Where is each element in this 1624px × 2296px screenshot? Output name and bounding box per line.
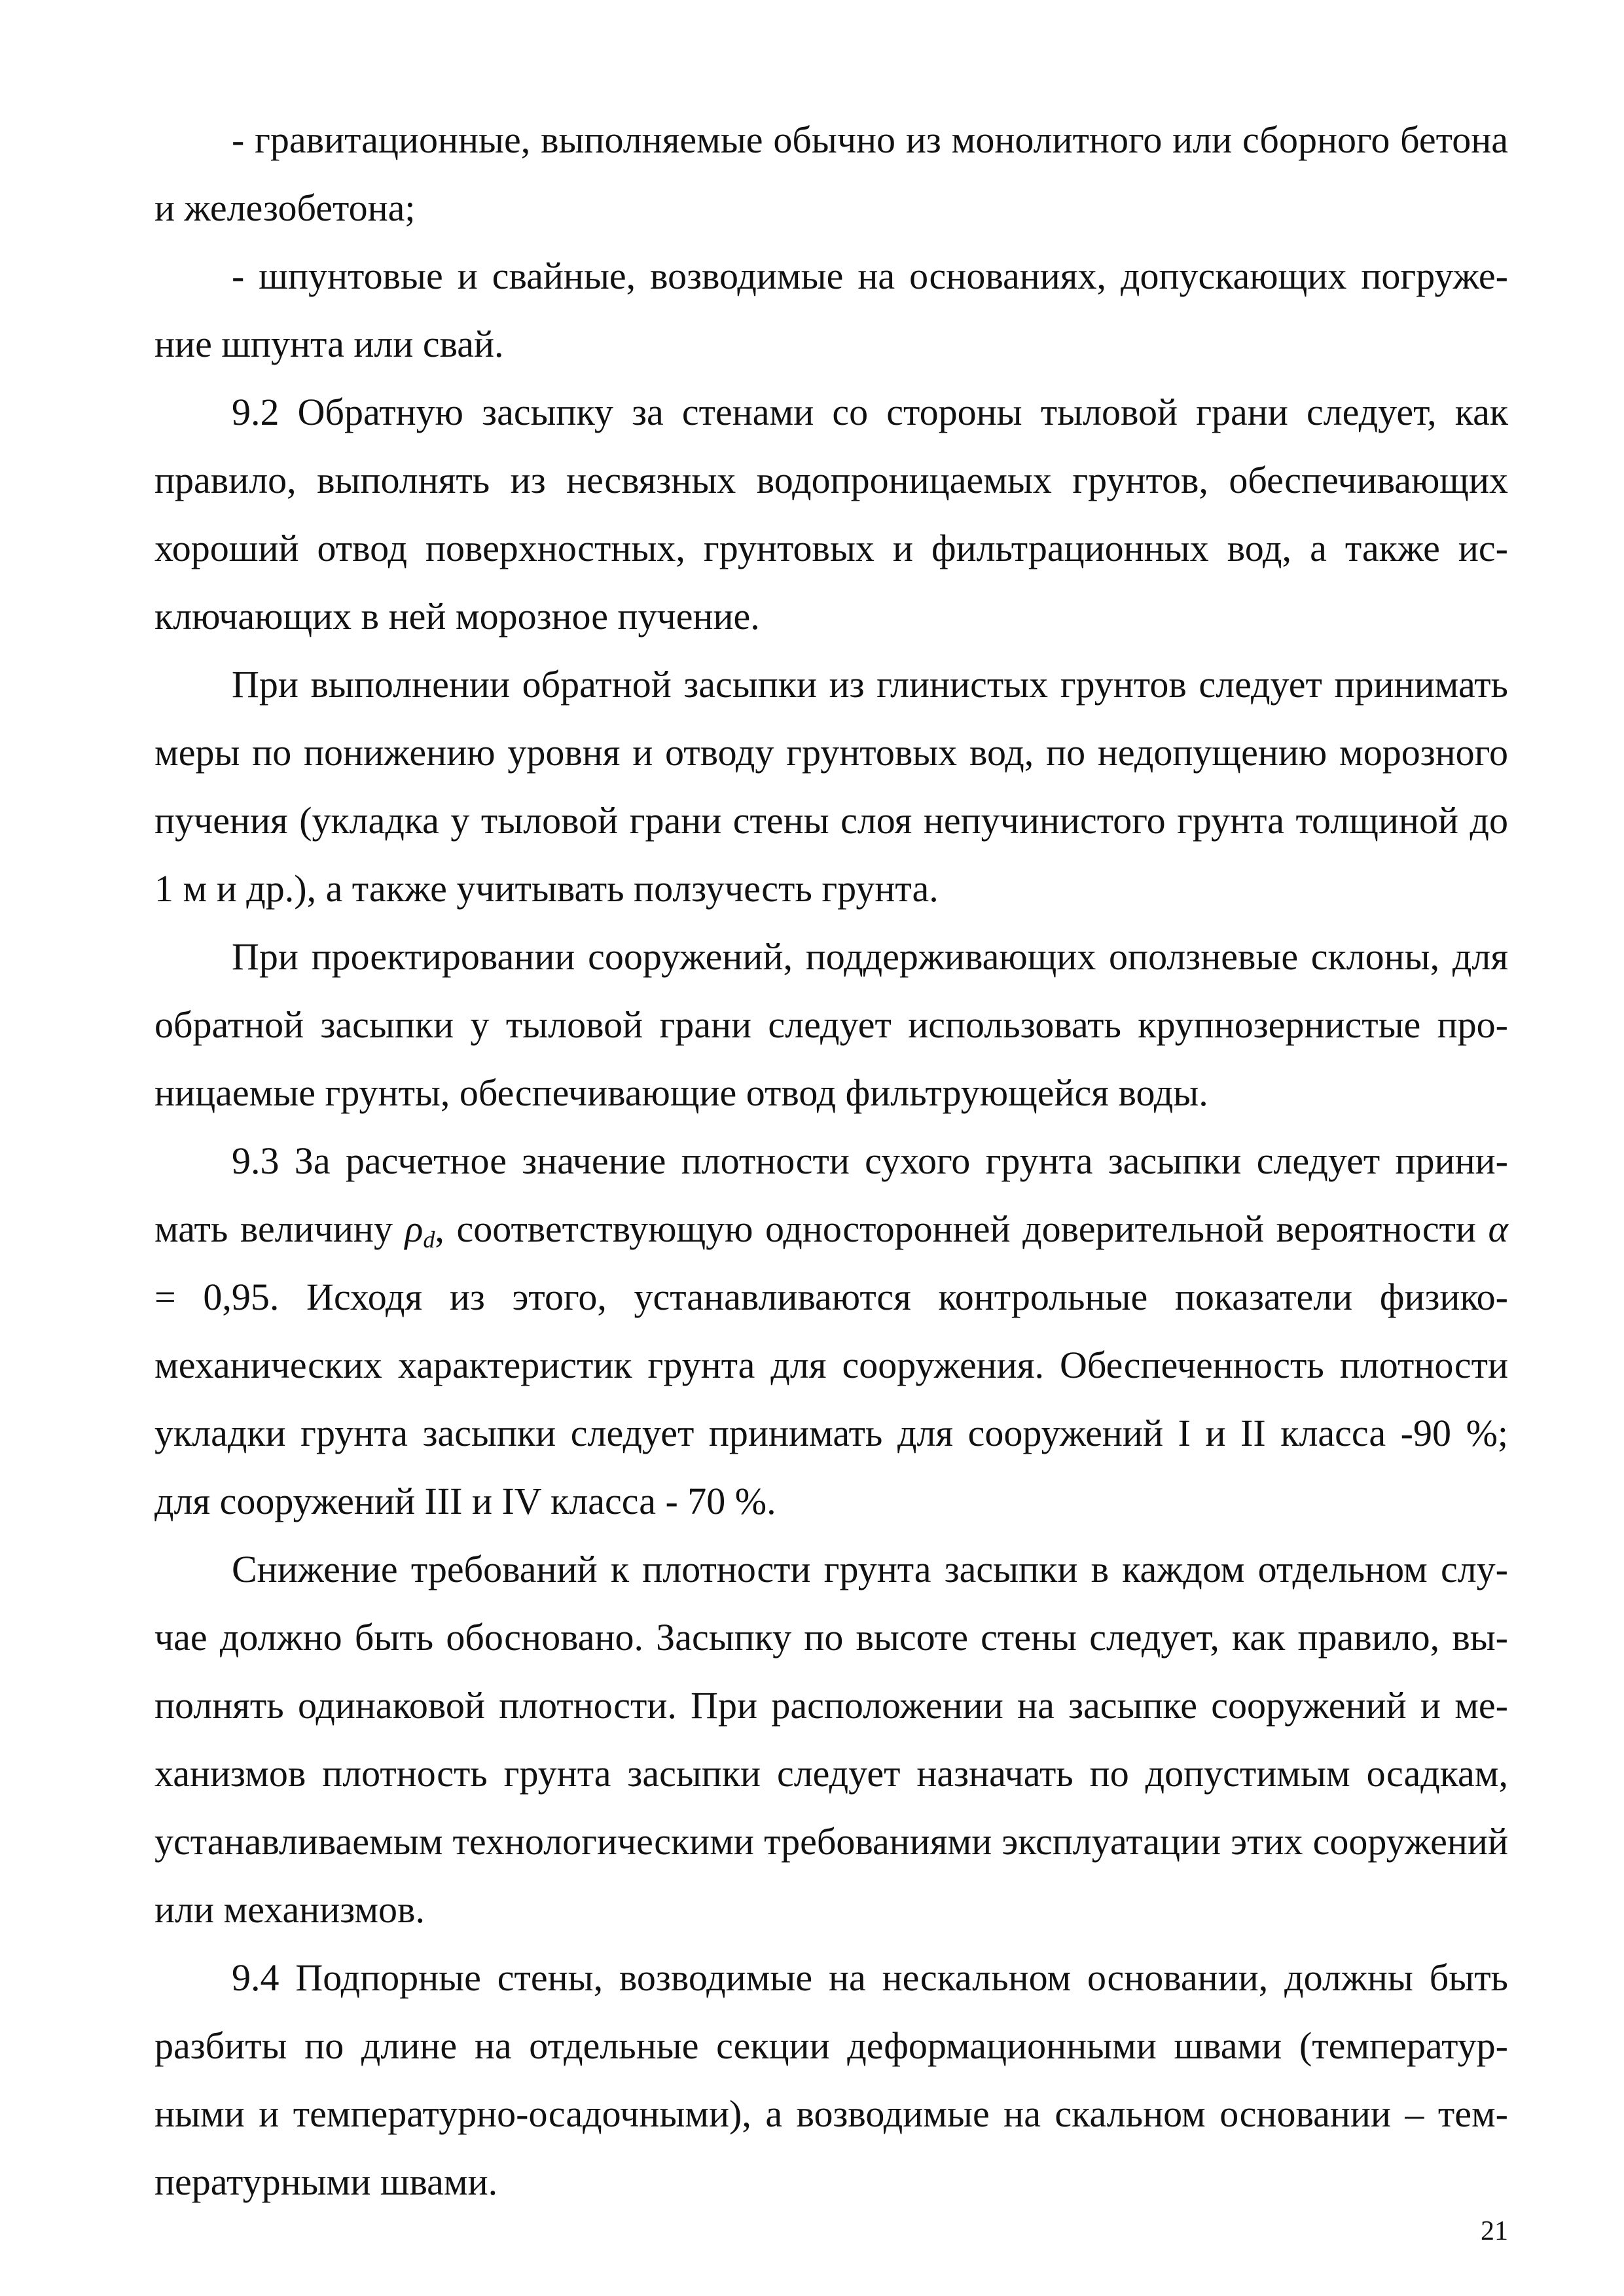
rho-subscript: d <box>423 1226 435 1253</box>
paragraph-9-2-backfill: 9.2 Обратную засыпку за стенами со стороны тыловой грани следует, как правило, выполнять из несвязных водопроницаемых грунтов, обеспечивающих хороший отвод поверхностных, грунтовых и фильтрационных вод, а также исключающих в ней морозное пучение. <box>154 391 1508 637</box>
paragraph-9-3-part2: , соответствующую односторонней доверительной вероятности <box>435 1208 1489 1250</box>
paragraph-9-3-density <box>154 1127 1508 1535</box>
alpha-symbol: α <box>1488 1208 1508 1250</box>
paragraph-gravity-walls: - гравитационные, выполняемые обычно из монолитного или сборного бетона и железобетона; <box>154 118 1508 229</box>
paragraph-9-4-expansion-joints: 9.4 Подпорные стены, возводимые на нескальном основании, должны быть разбиты по длине на отдельные секции деформационными швами (температурными и температурно-осадочными), а возводимые на скальном основании – температурными швами. <box>154 1956 1508 2203</box>
paragraph-9-3-part1: 9.3 За расчетное значение плотности сухого грунта засыпки следует принимать величину <box>154 1139 1508 1250</box>
paragraph-density-reduction: Снижение требований к плотности грунта засыпки в каждом отдельном случае должно быть обосновано. Засыпку по высоте стены следует, как правило, выполнять одинаковой плотности. При расположении на засыпке сооружений и механизмов плотность грунта засыпки следует назначать по допустимым осадкам, устанавливаемым технологическими требованиями эксплуатации этих сооружений или механизмов. <box>154 1548 1508 1931</box>
paragraph-clay-backfill: При выполнении обратной засыпки из глинистых грунтов следует принимать меры по понижению уровня и отводу грунтовых вод, по недопущению морозного пучения (укладка у тыловой грани стены слоя непучинистого грунта толщиной до 1 м и др.), а также учитывать ползучесть грунта. <box>154 663 1508 910</box>
body-text <box>154 106 1508 2216</box>
rho-symbol: ρ <box>405 1208 424 1250</box>
rho-d-symbol <box>405 1208 435 1253</box>
paragraph-sheet-pile-walls: - шпунтовые и свайные, возводимые на основаниях, допускающих погружение шпунта или свай. <box>154 255 1508 365</box>
paragraph-landslide-slopes: При проектировании сооружений, поддерживающих оползневые склоны, для обратной засыпки у тыловой грани следует использовать крупнозернистые проницаемые грунты, обеспечивающие отвод фильтрующейся воды. <box>154 935 1508 1114</box>
page-number: 21 <box>1481 2216 1508 2246</box>
paragraph-9-3-part3: = 0,95. Исходя из этого, устанавливаются контрольные показатели физико-механических характеристик грунта для сооружения. Обеспеченность плотности укладки грунта засыпки следует принимать для сооружений I и II класса -90 %; для сооружений III и IV класса - 70 %. <box>154 1276 1508 1522</box>
